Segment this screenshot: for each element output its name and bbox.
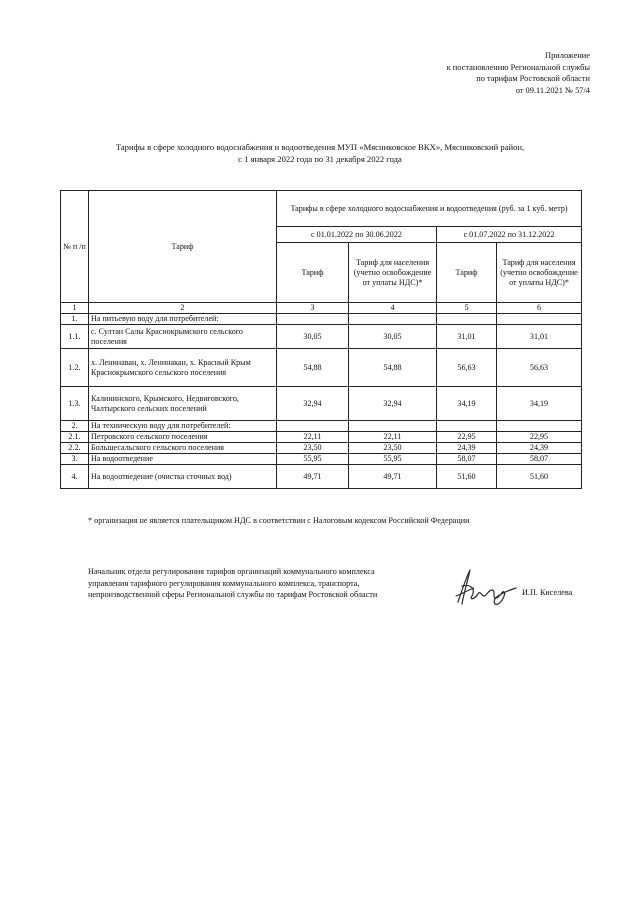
- row-value: 22,95: [437, 432, 497, 443]
- signer-name: И.П. Киселева: [522, 588, 573, 597]
- row-name: х. Ленинаван, х. Ленинакан, х. Красный Крым Краснокрымского сельского поселения: [89, 349, 277, 387]
- position-line: непроизводственной сферы Региональной службы по тарифам Ростовской области: [88, 590, 378, 600]
- col-number: 2: [89, 303, 277, 314]
- appendix-line: от 09.11.2021 № 57/4: [515, 85, 590, 95]
- table-row: [61, 314, 582, 325]
- row-value: 31,01: [437, 325, 497, 349]
- table-row: [61, 454, 582, 465]
- header-period-2: с 01.07.2022 по 31.12.2022: [437, 227, 582, 243]
- row-value: 31,01: [497, 325, 582, 349]
- col-number: 4: [349, 303, 437, 314]
- row-name: На техническую воду для потребителей:: [89, 421, 277, 432]
- row-value: 22,95: [497, 432, 582, 443]
- signature-position: [88, 566, 377, 601]
- row-value: 55,95: [277, 454, 349, 465]
- header-col-tariff: Тариф: [277, 243, 349, 303]
- row-value: 49,71: [277, 465, 349, 489]
- handwritten-signature-icon: [452, 566, 520, 608]
- title-line: Тарифы в сфере холодного водоснабжения и водоотведения МУП «Мясниковское ВКХ», Мясниковский район,: [115, 142, 525, 152]
- row-value: 54,88: [277, 349, 349, 387]
- row-num: 1.1.: [61, 325, 89, 349]
- header-col-population: Тариф для населения (учетно освобождение от уплаты НДС)*: [349, 243, 437, 303]
- row-value: 51,60: [437, 465, 497, 489]
- header-tariff: Тариф: [89, 191, 277, 303]
- row-value: [437, 421, 497, 432]
- row-value: [349, 314, 437, 325]
- row-num: 1.: [61, 314, 89, 325]
- row-value: [497, 421, 582, 432]
- table-row: [61, 421, 582, 432]
- table-row: [61, 325, 582, 349]
- position-line: Начальник отдела регулирования тарифов организаций коммунального комплекса: [88, 567, 375, 576]
- header-col-population-2: Тариф для населения (учетно освобождение от уплаты НДС)*: [497, 243, 582, 303]
- row-name: На водоотведение (очистка сточных вод): [89, 465, 277, 489]
- row-num: 2.1.: [61, 432, 89, 443]
- row-value: 24,39: [437, 443, 497, 454]
- title-line: с 1 января 2022 года по 31 декабря 2022 года: [238, 153, 402, 164]
- row-num: 2.2.: [61, 443, 89, 454]
- row-value: 32,94: [349, 387, 437, 421]
- row-value: 32,94: [277, 387, 349, 421]
- table-row: [61, 443, 582, 454]
- tariff-table: [60, 190, 582, 489]
- row-value: 30,05: [349, 325, 437, 349]
- row-value: 51,60: [497, 465, 582, 489]
- header-num: № п /п: [61, 191, 89, 303]
- row-value: 22,11: [277, 432, 349, 443]
- row-value: 34,19: [497, 387, 582, 421]
- row-value: 56,63: [437, 349, 497, 387]
- table-row: [61, 432, 582, 443]
- row-value: 55,95: [349, 454, 437, 465]
- header-period-1: с 01.01.2022 по 30.06.2022: [277, 227, 437, 243]
- row-name: Петровского сельского поселения: [89, 432, 277, 443]
- row-name: Калининского, Крымского, Недвиговского, Чалтырского сельских поселений: [89, 387, 277, 421]
- col-number: 3: [277, 303, 349, 314]
- row-num: 4.: [61, 465, 89, 489]
- row-num: 2.: [61, 421, 89, 432]
- table-row: [61, 465, 582, 489]
- row-value: 56,63: [497, 349, 582, 387]
- row-value: [277, 421, 349, 432]
- position-line: управления тарифного регулирования коммунального комплекса, транспорта,: [88, 578, 360, 588]
- row-name: Большесальского сельского поселения: [89, 443, 277, 454]
- row-num: 1.3.: [61, 387, 89, 421]
- table-row: [61, 349, 582, 387]
- row-value: [349, 421, 437, 432]
- row-value: [277, 314, 349, 325]
- row-name: На водоотведение: [89, 454, 277, 465]
- row-value: 58,07: [437, 454, 497, 465]
- row-name: На питьевую воду для потребителей:: [89, 314, 277, 325]
- row-name: с. Султан Салы Краснокрымского сельского поселения: [89, 325, 277, 349]
- header-group-title: Тарифы в сфере холодного водоснабжения и водоотведения (руб. за 1 куб. метр): [277, 191, 582, 227]
- row-num: 3.: [61, 454, 89, 465]
- row-value: 24,39: [497, 443, 582, 454]
- col-number: 1: [61, 303, 89, 314]
- footnote: * организация не является плательщиком НДС в соответствии с Налоговым кодексом Российской Федерации: [88, 516, 470, 525]
- row-value: 58,07: [497, 454, 582, 465]
- row-value: 49,71: [349, 465, 437, 489]
- row-num: 1.2.: [61, 349, 89, 387]
- row-value: 34,19: [437, 387, 497, 421]
- col-number: 6: [497, 303, 582, 314]
- col-number: 5: [437, 303, 497, 314]
- document-title: [60, 142, 580, 165]
- row-value: 22,11: [349, 432, 437, 443]
- row-value: 30,05: [277, 325, 349, 349]
- appendix-line: к постановлению Региональной службы: [446, 62, 590, 72]
- appendix-line: Приложение: [545, 51, 590, 60]
- table-row: [61, 387, 582, 421]
- header-col-tariff-2: Тариф: [437, 243, 497, 303]
- row-value: [497, 314, 582, 325]
- row-value: [437, 314, 497, 325]
- appendix-header: [447, 50, 590, 96]
- appendix-line: по тарифам Ростовской области: [476, 74, 590, 84]
- row-value: 54,88: [349, 349, 437, 387]
- row-value: 23,50: [349, 443, 437, 454]
- row-value: 23,50: [277, 443, 349, 454]
